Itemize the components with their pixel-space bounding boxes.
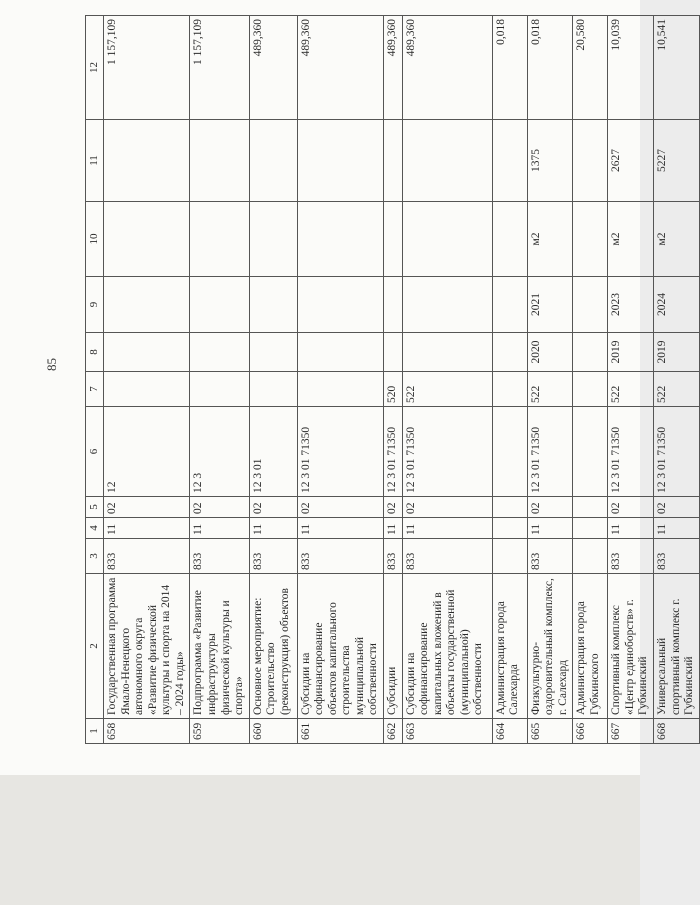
cell-subsection: 02 xyxy=(527,497,573,518)
table-row xyxy=(249,16,297,744)
cell-end-year xyxy=(104,277,190,333)
cell-end-year xyxy=(384,277,403,333)
row-number: 666 xyxy=(573,719,608,744)
cell-expense-type xyxy=(249,372,297,407)
header-cell: 11 xyxy=(86,120,104,202)
cell-amount: 1 157,109 xyxy=(190,16,249,120)
cell-unit xyxy=(384,202,403,277)
cell-gl-admin: 833 xyxy=(104,539,190,574)
cell-capacity xyxy=(104,120,190,202)
header-cell: 9 xyxy=(86,277,104,333)
cell-capacity xyxy=(249,120,297,202)
cell-section: 11 xyxy=(402,518,492,539)
cell-start-year xyxy=(573,333,608,372)
header-cell: 2 xyxy=(86,574,104,719)
cell-capacity: 5227 xyxy=(653,120,699,202)
cell-gl-admin xyxy=(573,539,608,574)
cell-amount: 489,360 xyxy=(384,16,403,120)
row-number: 658 xyxy=(104,719,190,744)
header-cell: 5 xyxy=(86,497,104,518)
cell-target-article: 12 3 xyxy=(190,407,249,497)
cell-expense-type: 522 xyxy=(402,372,492,407)
row-name: Физкультурно-оздоровительный комплекс, г. Салехард xyxy=(527,574,573,719)
table-row xyxy=(608,16,654,744)
cell-target-article: 12 3 01 71350 xyxy=(384,407,403,497)
budget-table xyxy=(85,15,700,744)
cell-subsection: 02 xyxy=(104,497,190,518)
cell-capacity: 2627 xyxy=(608,120,654,202)
header-cell: 6 xyxy=(86,407,104,497)
cell-target-article: 12 3 01 xyxy=(249,407,297,497)
cell-section: 11 xyxy=(297,518,383,539)
table-row xyxy=(190,16,249,744)
cell-amount: 489,360 xyxy=(297,16,383,120)
cell-section: 11 xyxy=(190,518,249,539)
cell-capacity xyxy=(402,120,492,202)
rotated-table-container xyxy=(85,16,696,744)
header-cell: 12 xyxy=(86,16,104,120)
cell-amount: 489,360 xyxy=(249,16,297,120)
row-number: 659 xyxy=(190,719,249,744)
cell-capacity xyxy=(190,120,249,202)
cell-unit xyxy=(492,202,527,277)
cell-amount: 20,580 xyxy=(573,16,608,120)
row-name: Государственная программа Ямало-Ненецкого автономного округа «Развитие физической культуры и спорта на 2014 – 2024 годы» xyxy=(104,574,190,719)
cell-start-year xyxy=(190,333,249,372)
cell-start-year xyxy=(492,333,527,372)
cell-expense-type: 520 xyxy=(384,372,403,407)
cell-unit xyxy=(104,202,190,277)
cell-end-year xyxy=(249,277,297,333)
header-row xyxy=(86,16,104,744)
cell-end-year xyxy=(190,277,249,333)
cell-start-year: 2019 xyxy=(653,333,699,372)
cell-subsection xyxy=(573,497,608,518)
cell-unit: м2 xyxy=(653,202,699,277)
cell-subsection xyxy=(492,497,527,518)
table-row xyxy=(653,16,699,744)
cell-capacity: 1375 xyxy=(527,120,573,202)
cell-amount: 1 157,109 xyxy=(104,16,190,120)
cell-section: 11 xyxy=(653,518,699,539)
row-name: Субсидии на софинансирование капитальных вложений в объекты государственной (муниципальной) собственности xyxy=(402,574,492,719)
cell-capacity xyxy=(573,120,608,202)
row-number: 660 xyxy=(249,719,297,744)
cell-start-year: 2019 xyxy=(608,333,654,372)
cell-subsection: 02 xyxy=(653,497,699,518)
row-number: 667 xyxy=(608,719,654,744)
row-number: 661 xyxy=(297,719,383,744)
row-name: Подпрограмма «Развитие инфраструктуры физической культуры и спорта» xyxy=(190,574,249,719)
cell-end-year xyxy=(573,277,608,333)
cell-amount: 10,039 xyxy=(608,16,654,120)
cell-expense-type: 522 xyxy=(653,372,699,407)
cell-target-article: 12 xyxy=(104,407,190,497)
cell-start-year xyxy=(384,333,403,372)
header-cell: 7 xyxy=(86,372,104,407)
cell-end-year xyxy=(402,277,492,333)
cell-section: 11 xyxy=(384,518,403,539)
row-number: 665 xyxy=(527,719,573,744)
cell-section xyxy=(492,518,527,539)
cell-section: 11 xyxy=(249,518,297,539)
cell-gl-admin: 833 xyxy=(608,539,654,574)
cell-gl-admin: 833 xyxy=(527,539,573,574)
row-name: Основное мероприятие: Строительство (реконструкция) объектов xyxy=(249,574,297,719)
cell-section: 11 xyxy=(608,518,654,539)
cell-amount: 0,018 xyxy=(492,16,527,120)
cell-target-article: 12 3 01 71350 xyxy=(402,407,492,497)
cell-unit xyxy=(249,202,297,277)
cell-gl-admin: 833 xyxy=(402,539,492,574)
row-number: 663 xyxy=(402,719,492,744)
cell-end-year xyxy=(297,277,383,333)
cell-expense-type xyxy=(104,372,190,407)
cell-target-article: 12 3 01 71350 xyxy=(527,407,573,497)
cell-subsection: 02 xyxy=(608,497,654,518)
cell-capacity xyxy=(297,120,383,202)
cell-gl-admin xyxy=(492,539,527,574)
cell-target-article xyxy=(573,407,608,497)
row-name: Администрация города Салехарда xyxy=(492,574,527,719)
cell-gl-admin: 833 xyxy=(297,539,383,574)
cell-expense-type xyxy=(297,372,383,407)
cell-end-year xyxy=(492,277,527,333)
table-row xyxy=(527,16,573,744)
cell-subsection: 02 xyxy=(249,497,297,518)
cell-section: 11 xyxy=(104,518,190,539)
row-name: Универсальный спортивный комплекс г. Губкинский xyxy=(653,574,699,719)
table-row xyxy=(104,16,190,744)
cell-gl-admin: 833 xyxy=(249,539,297,574)
row-name: Субсидии на софинансирование объектов капитального строительства муниципальной собственности xyxy=(297,574,383,719)
cell-amount: 0,018 xyxy=(527,16,573,120)
row-name: Спортивный комплекс «Центр единоборств» г. Губкинский xyxy=(608,574,654,719)
cell-target-article: 12 3 01 71350 xyxy=(297,407,383,497)
cell-subsection: 02 xyxy=(402,497,492,518)
header-cell: 4 xyxy=(86,518,104,539)
cell-start-year xyxy=(249,333,297,372)
table-row xyxy=(297,16,383,744)
header-cell: 3 xyxy=(86,539,104,574)
cell-subsection: 02 xyxy=(384,497,403,518)
cell-unit: м2 xyxy=(608,202,654,277)
table-row xyxy=(402,16,492,744)
cell-start-year xyxy=(297,333,383,372)
cell-expense-type xyxy=(573,372,608,407)
header-cell: 10 xyxy=(86,202,104,277)
cell-gl-admin: 833 xyxy=(190,539,249,574)
cell-gl-admin: 833 xyxy=(384,539,403,574)
cell-amount: 10,541 xyxy=(653,16,699,120)
cell-expense-type: 522 xyxy=(608,372,654,407)
table-row xyxy=(492,16,527,744)
cell-end-year: 2021 xyxy=(527,277,573,333)
cell-unit xyxy=(297,202,383,277)
cell-expense-type: 522 xyxy=(527,372,573,407)
cell-start-year xyxy=(402,333,492,372)
cell-unit xyxy=(190,202,249,277)
cell-target-article: 12 3 01 71350 xyxy=(653,407,699,497)
cell-amount: 489,360 xyxy=(402,16,492,120)
cell-subsection: 02 xyxy=(297,497,383,518)
header-cell: 8 xyxy=(86,333,104,372)
cell-section xyxy=(573,518,608,539)
table-row xyxy=(384,16,403,744)
cell-end-year: 2023 xyxy=(608,277,654,333)
row-number: 664 xyxy=(492,719,527,744)
row-name: Субсидии xyxy=(384,574,403,719)
table-row xyxy=(573,16,608,744)
cell-capacity xyxy=(492,120,527,202)
cell-target-article: 12 3 01 71350 xyxy=(608,407,654,497)
cell-gl-admin: 833 xyxy=(653,539,699,574)
cell-subsection: 02 xyxy=(190,497,249,518)
header-cell: 1 xyxy=(86,719,104,744)
cell-target-article xyxy=(492,407,527,497)
cell-expense-type xyxy=(492,372,527,407)
cell-expense-type xyxy=(190,372,249,407)
row-name: Администрация города Губкинского xyxy=(573,574,608,719)
cell-capacity xyxy=(384,120,403,202)
cell-start-year xyxy=(104,333,190,372)
cell-end-year: 2024 xyxy=(653,277,699,333)
page-number: 85 xyxy=(44,358,59,371)
cell-unit xyxy=(402,202,492,277)
cell-start-year: 2020 xyxy=(527,333,573,372)
cell-unit xyxy=(573,202,608,277)
cell-unit: м2 xyxy=(527,202,573,277)
row-number: 668 xyxy=(653,719,699,744)
cell-section: 11 xyxy=(527,518,573,539)
row-number: 662 xyxy=(384,719,403,744)
